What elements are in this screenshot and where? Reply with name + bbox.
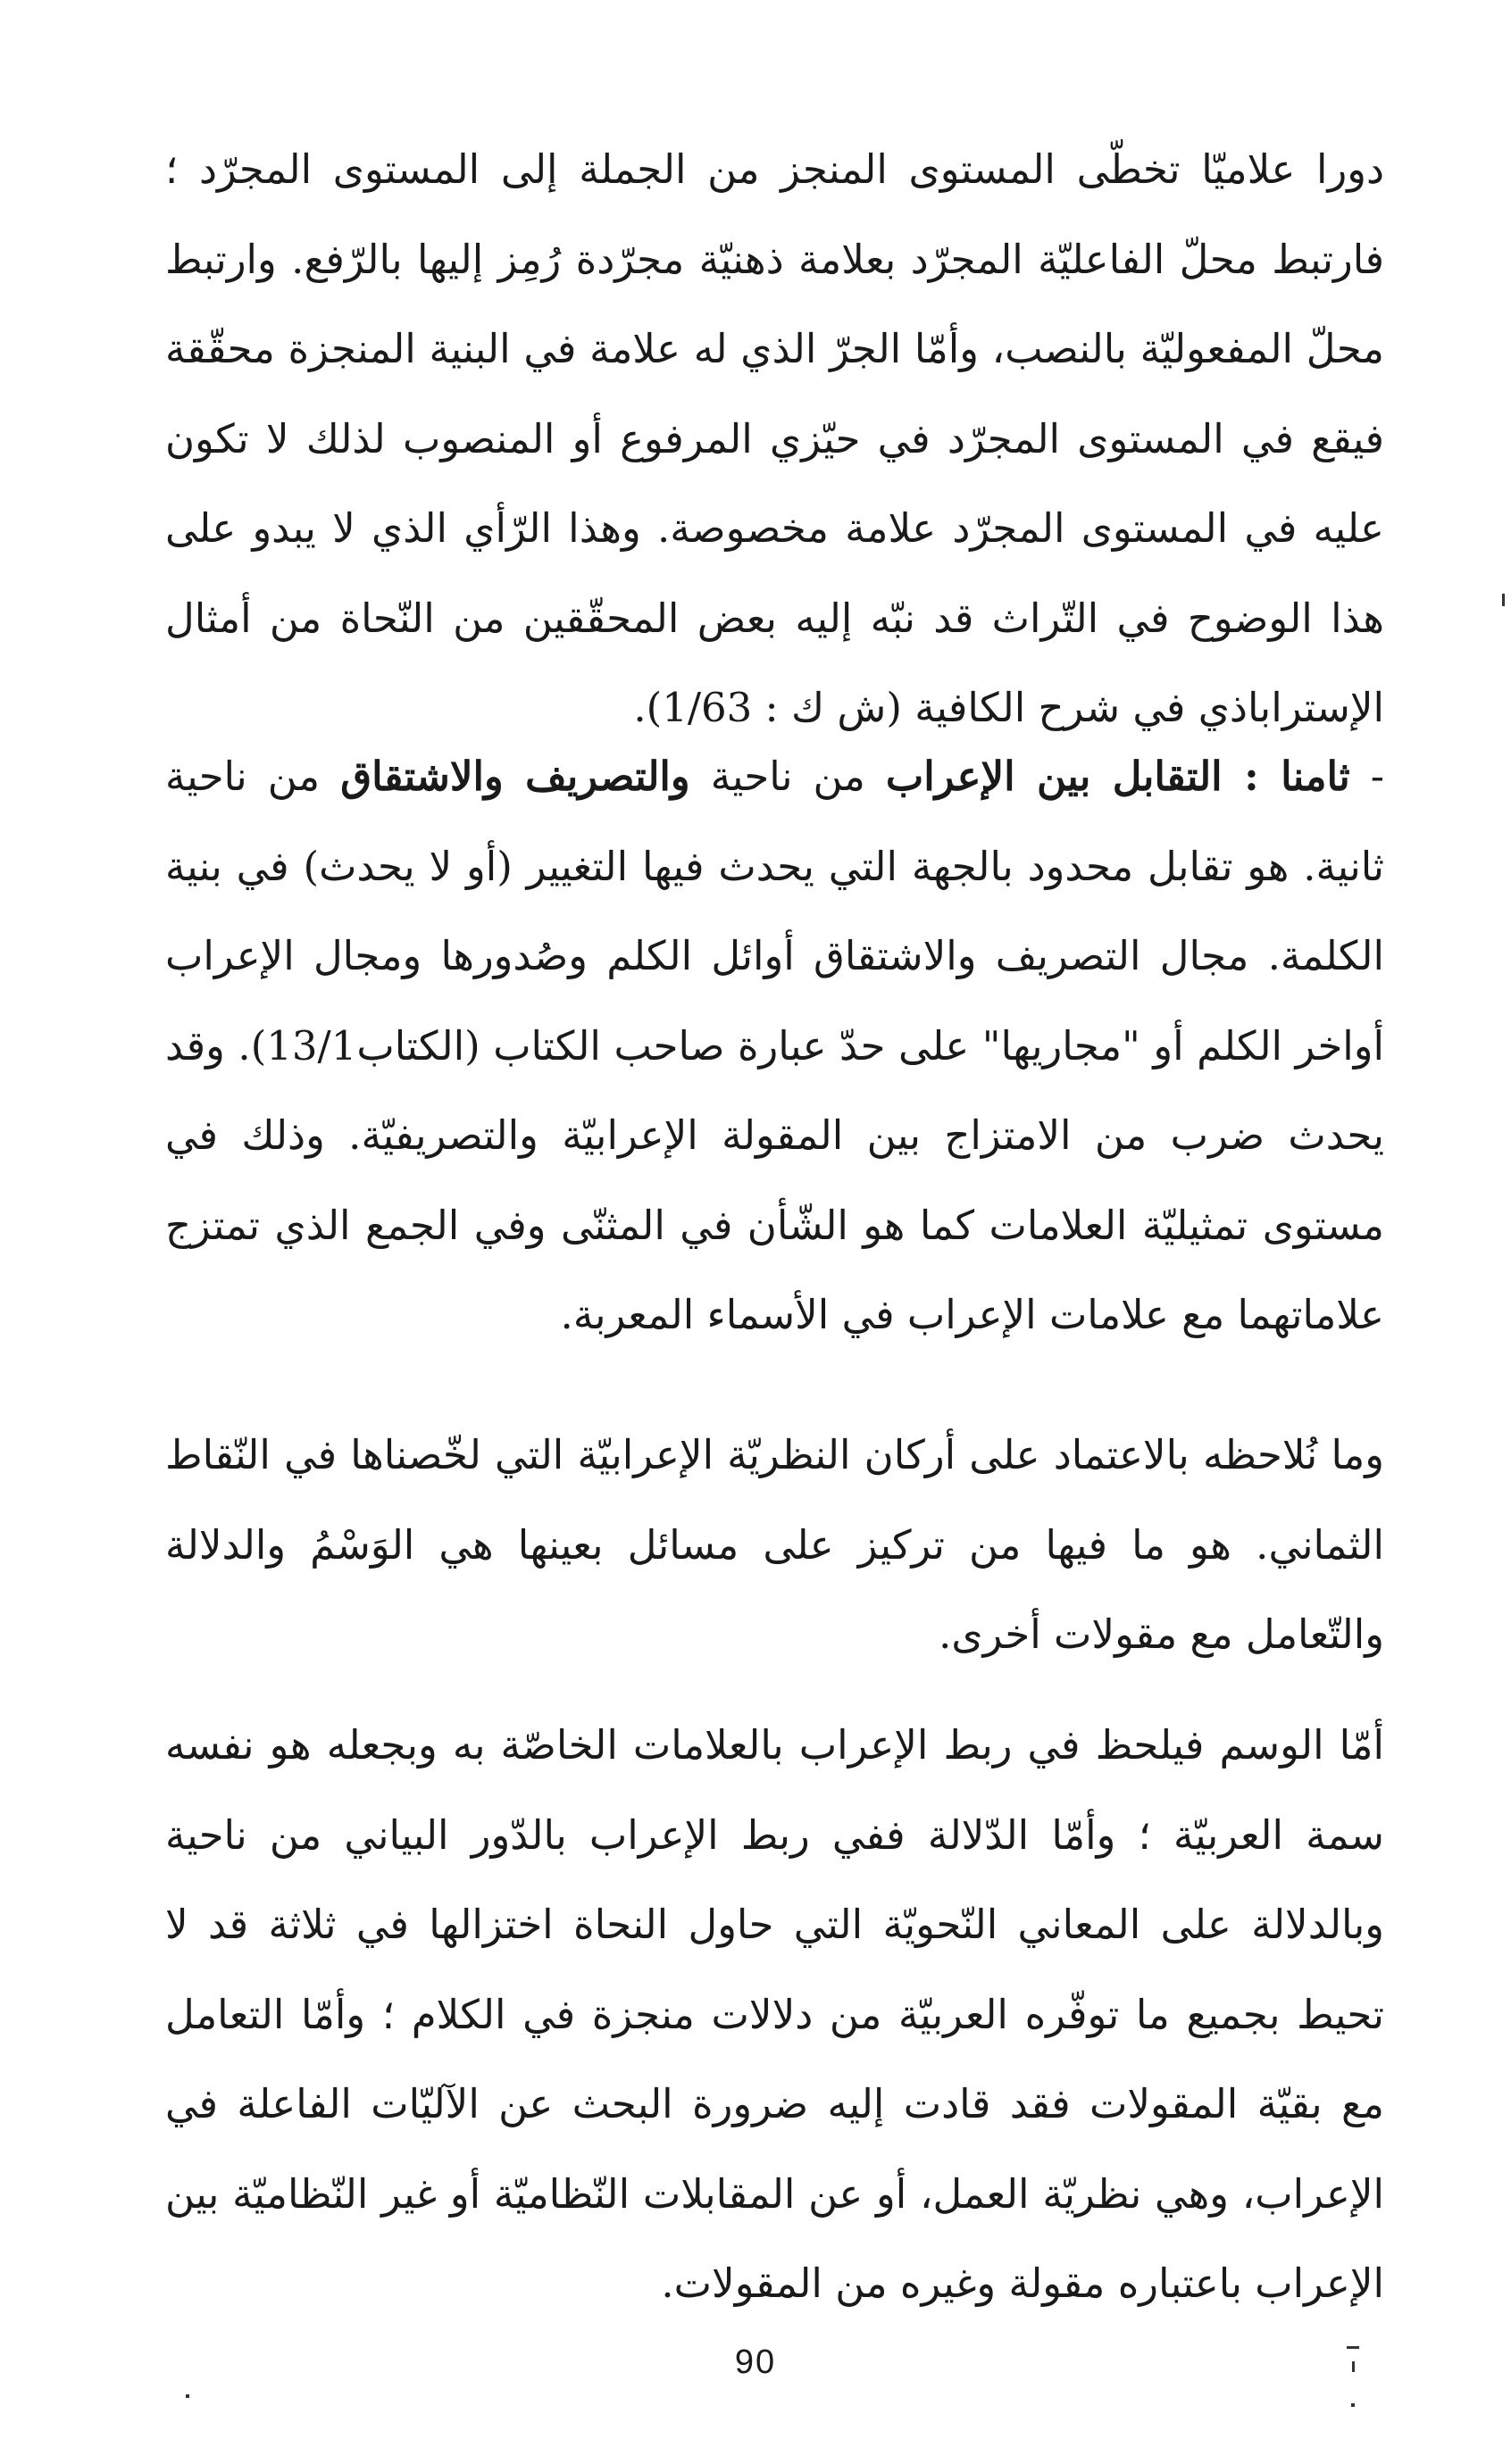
paragraph-2-section-eight — [165, 732, 1384, 1361]
scan-speck — [1502, 594, 1505, 606]
section-eight-heading-tail: والتصريف والاشتقاق — [340, 753, 690, 800]
scan-speck — [186, 2394, 189, 2398]
section-eight-heading-connector: من ناحية — [689, 753, 886, 800]
paragraph-1: دورا علاميّا تخطّى المستوى المنجز من الجملة إلى المستوى المجرّد ؛ فارتبط محلّ الفاعليّة المجرّد بعلامة ذهنيّة مجرّدة رُمِز إليها بالرّفع. وارتبط محلّ المفعوليّة بالنصب، وأمّا الجرّ الذي له علامة في البنية المنجزة محقّقة فيقع في المستوى المجرّد في حيّزي المرفوع أو المنصوب لذلك لا تكون عليه في المستوى المجرّد علامة مخصوصة. وهذا الرّأي الذي لا يبدو على هذا الوضوح في التّراث قد نبّه إليه بعض المحقّقين من النّحاة من أمثال الإستراباذي في شرح الكافية (ش ك : 1/63). — [165, 146, 1384, 731]
scan-speck — [1352, 2361, 1355, 2372]
paragraph-3: وما نُلاحظه بالاعتماد على أركان النظريّة الإعرابيّة التي لخّصناها في النّقاط الثماني. هو ما فيها من تركيز على مسائل بعينها هي الوَسْمُ والدلالة والتّعامل مع مقولات أخرى. — [165, 1431, 1384, 1658]
paragraph-4: أمّا الوسم فيلحظ في ربط الإعراب بالعلامات الخاصّة به وبجعله هو نفسه سمة العربيّة ؛ وأمّا الدّلالة ففي ربط الإعراب بالدّور البياني من ناحية وبالدلالة على المعاني النّحويّة التي حاول النحاة اختزالها في ثلاثة قد لا تحيط بجميع ما توفّره العربيّة من دلالات منجزة في الكلام ؛ وأمّا التعامل مع بقيّة المقولات فقد قادت إليه ضرورة البحث عن الآليّات الفاعلة في الإعراب، وهي نظريّة العمل، أو عن المقابلات النّظاميّة أو غير النّظاميّة بين الإعراب باعتباره مقولة وغيره من المقولات. — [165, 1721, 1384, 2307]
page-number: 90 — [734, 2343, 777, 2381]
scan-speck — [1351, 2403, 1355, 2407]
section-eight-body: من ناحية ثانية. هو تقابل محدود بالجهة التي يحدث فيها التغيير (أو لا يحدث) في بنية الكلمة. مجال التصريف والاشتقاق أوائل الكلم وصُدورها ومجال الإعراب أواخر الكلم أو "مجاريها" على حدّ عبارة صاحب الكتاب (الكتاب13/1). وقد يحدث ضرب من الامتزاج بين المقولة الإعرابيّة والتصريفيّة. وذلك في مستوى تمثيليّة العلامات كما هو الشّأن في المثنّى وفي الجمع الذي تمتزج علاماتهما مع علامات الإعراب في الأسماء المعربة. — [165, 753, 1384, 1338]
section-eight-heading: ثامنا : التقابل بين الإعراب — [885, 753, 1350, 800]
section-eight-prefix: - — [1349, 753, 1384, 800]
scan-speck — [1347, 2346, 1359, 2349]
